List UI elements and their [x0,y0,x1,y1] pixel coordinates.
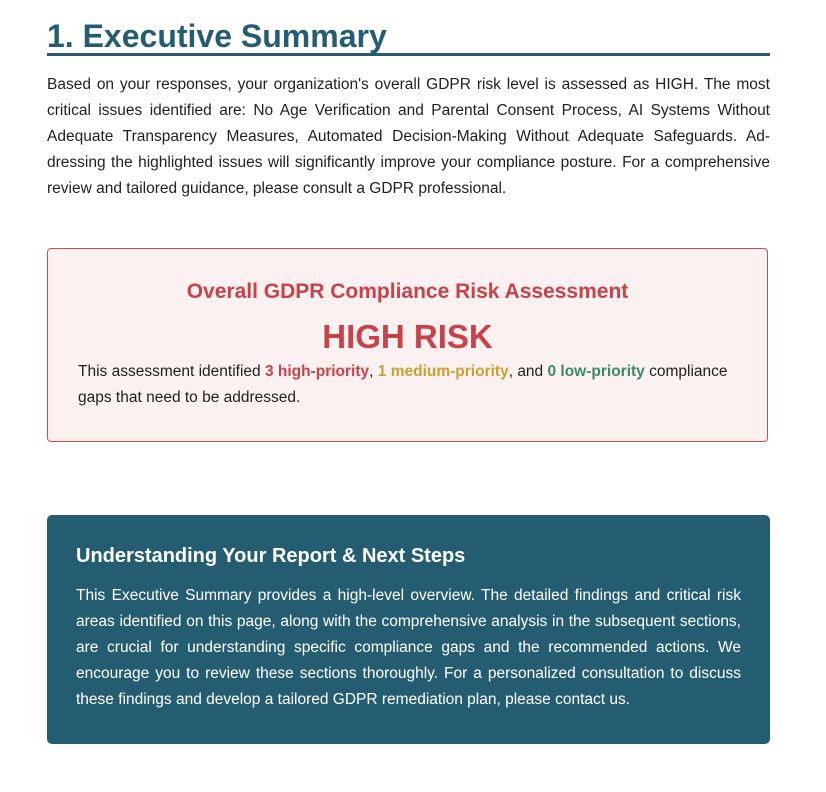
risk-text-prefix: This assessment identified [78,363,265,380]
risk-assessment-title: Overall GDPR Compliance Risk Assessment [186,280,629,303]
summary-intro-paragraph: Based on your responses, your organization's overall GDPR risk level is assessed as HIGH. The most critical issues identified are: No Age Verification and Parental Consent Process, AI Systems Without Adequate Transparency Measures, Automated Decision-Making Without Adequate Safeguards. Addressing the highlighted issues will significantly improve your compliance posture. For a comprehensive review and tailored guidance, please consult a GDPR professional. [47,76,770,197]
next-steps-box [47,515,770,744]
next-steps-title: Understanding Your Report & Next Steps [76,545,466,567]
medium-priority-count: 1 medium-priority [377,363,509,380]
next-steps-body: This Executive Summary provides a high-level overview. The detailed findings and critical risk areas identified on this page, along with the comprehensive analysis in the subsequent sections, are crucial for understanding specific compliance gaps and the recommended actions. We encourage you to review these sections thoroughly. For a personalized consultation to discuss these findings and develop a tailored GDPR remediation plan, please contact us. [76,587,741,708]
risk-summary-text [78,359,739,411]
low-priority-count: 0 low-priority [547,363,645,380]
risk-text-suffix: compliance gaps that need to be addressed. [78,363,728,406]
high-priority-count: 3 high-priority [264,363,370,380]
risk-level-label: HIGH RISK [322,318,493,355]
executive-summary-page [47,0,770,708]
risk-text-separator-2: , and [508,363,548,380]
section-heading: 1. Executive Summary [47,0,770,56]
risk-text-separator-1: , [369,363,378,380]
risk-assessment-box [47,248,768,442]
